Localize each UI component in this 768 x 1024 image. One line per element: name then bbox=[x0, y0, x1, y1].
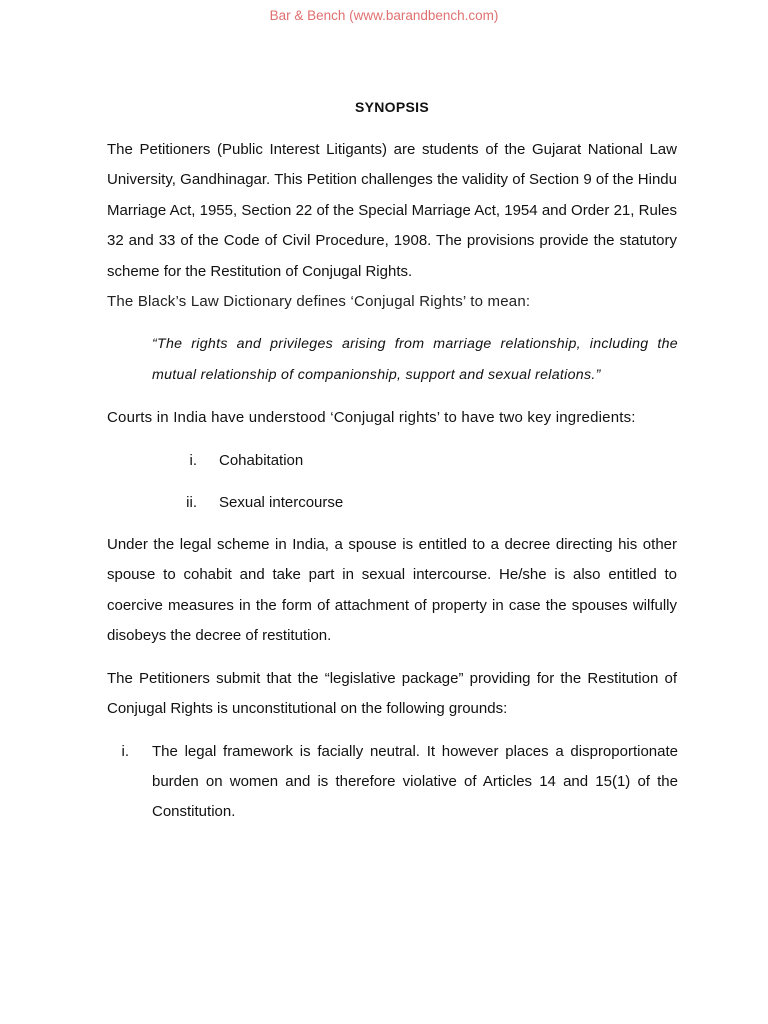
list-number: ii. bbox=[186, 494, 197, 511]
page-title: SYNOPSIS bbox=[355, 99, 429, 115]
dictionary-paragraph: The Black’s Law Dictionary defines ‘Conjugal Rights’ to mean: bbox=[107, 293, 531, 310]
list-item-text: Cohabitation bbox=[219, 452, 304, 469]
ground-number: i. bbox=[121, 743, 129, 760]
definition-quote: “The rights and privileges arising from marriage relationship, including the mutual relationship of companionship, support and sexual relations.” bbox=[152, 336, 678, 383]
grounds-intro-paragraph: The Petitioners submit that the “legislative package” providing for the Restitution of Conjugal Rights is unconstitutional on the following grounds: bbox=[107, 670, 677, 718]
ground-text: The legal framework is facially neutral. It however places a disproportionate burden on women and is therefore violative of Articles 14 and 15(1) of the Constitution. bbox=[152, 743, 678, 820]
watermark: Bar & Bench (www.barandbench.com) bbox=[269, 8, 499, 23]
intro-paragraph: The Petitioners (Public Interest Litigants) are students of the Gujarat National Law University, Gandhinagar. This Petition challenges the validity of Section 9 of the Hindu Marriage Act, 1955, Section 22 of the Special Marriage Act, 1954 and Order 21, Rules 32 and 33 of the Code of Civil Procedure, 1908. The provisions provide the statutory scheme for the Restitution of Conjugal Rights. bbox=[107, 141, 677, 280]
legal-scheme-paragraph: Under the legal scheme in India, a spouse is entitled to a decree directing his other spouse to cohabit and take part in sexual intercourse. He/she is also entitled to coercive measures in the form of attachment of property in case the spouses wilfully disobeys the decree of restitution. bbox=[107, 536, 677, 645]
list-number: i. bbox=[189, 452, 197, 469]
ingredients-intro: Courts in India have understood ‘Conjugal rights’ to have two key ingredients: bbox=[107, 409, 636, 426]
list-item-text: Sexual intercourse bbox=[219, 494, 344, 511]
